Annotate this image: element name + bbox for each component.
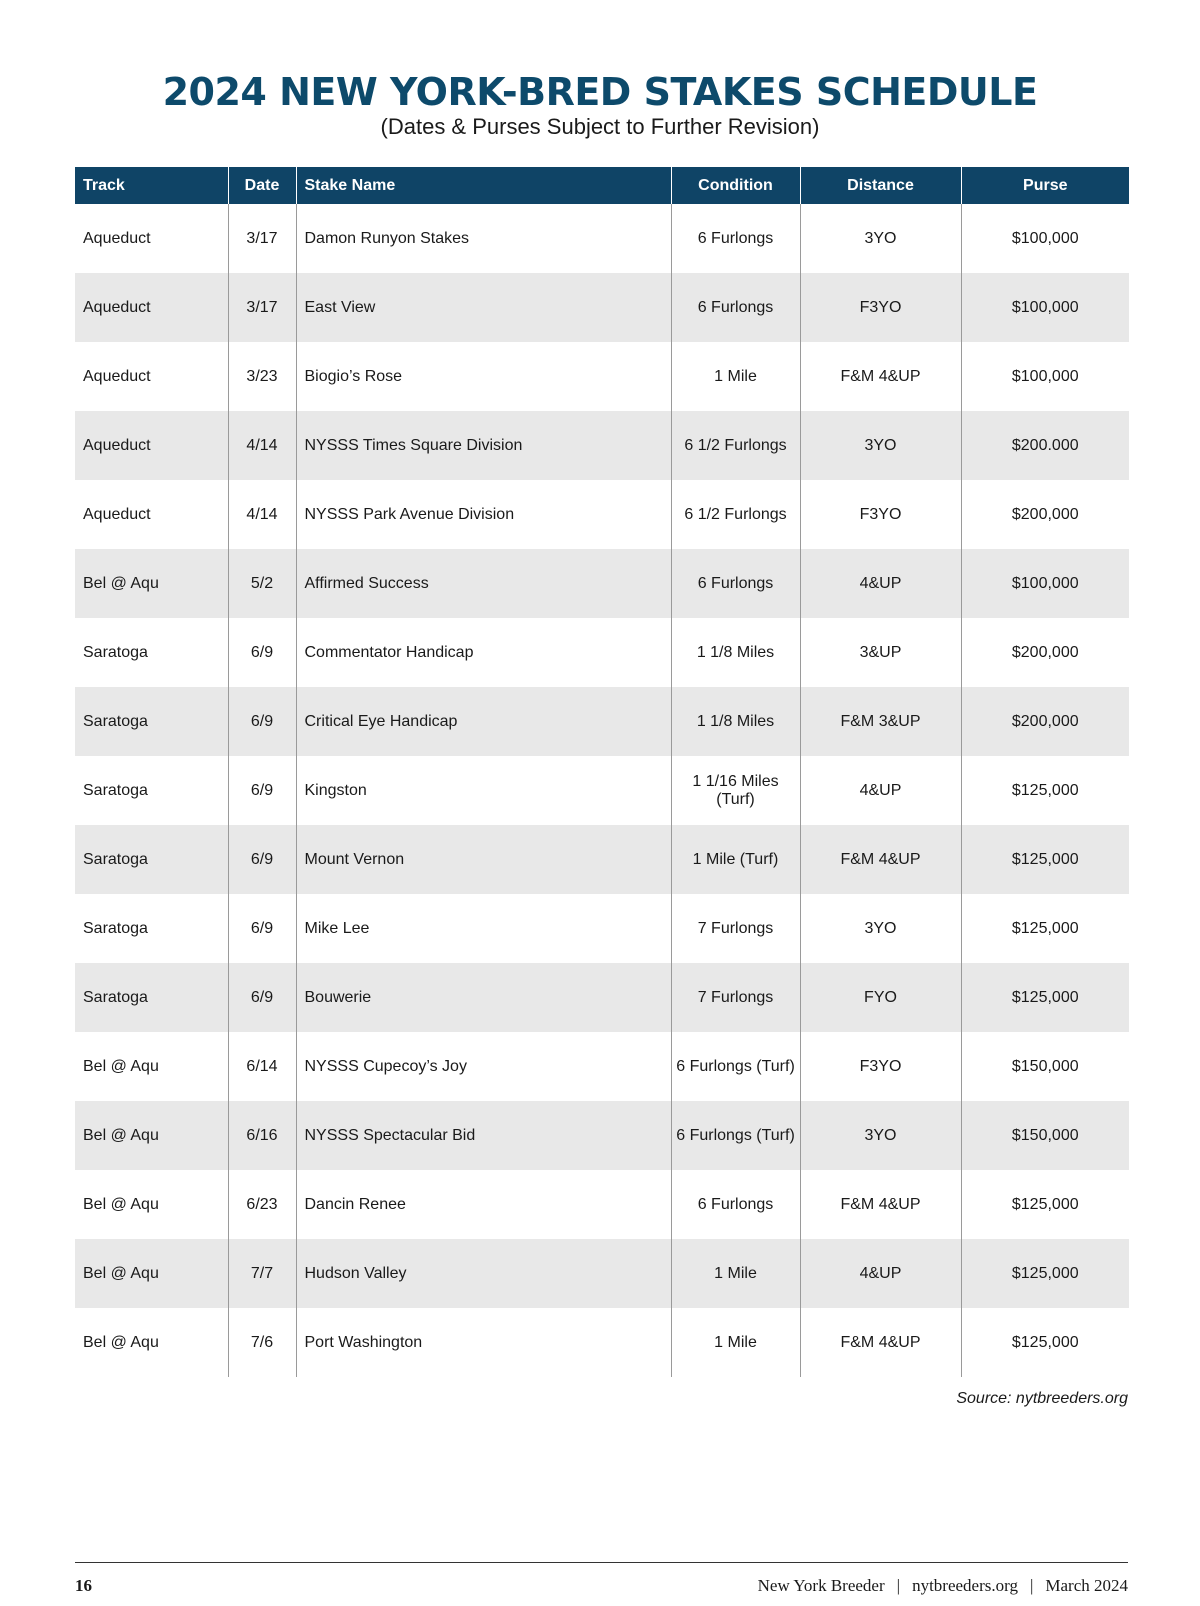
cell-track: Aqueduct bbox=[83, 505, 151, 523]
cell-condition: 1 1/16 Miles (Turf) bbox=[671, 756, 800, 825]
cell-purse: $100,000 bbox=[961, 204, 1129, 273]
cell-condition: 1 Mile bbox=[671, 1239, 800, 1308]
cell-date: 5/2 bbox=[228, 549, 296, 618]
cell-distance: FYO bbox=[800, 963, 961, 1032]
column-header-distance: Distance bbox=[800, 167, 961, 204]
cell-condition: 1 Mile bbox=[671, 342, 800, 411]
cell-date: 3/17 bbox=[228, 273, 296, 342]
cell-purse: $200,000 bbox=[961, 480, 1129, 549]
cell-date: 6/9 bbox=[228, 894, 296, 963]
cell-condition: 6 1/2 Furlongs bbox=[671, 480, 800, 549]
cell-condition: 1 1/8 Miles bbox=[671, 687, 800, 756]
cell-condition: 6 Furlongs bbox=[671, 549, 800, 618]
cell-distance: F&M 4&UP bbox=[800, 1170, 961, 1239]
footer-separator: | bbox=[896, 1576, 901, 1595]
footer-website: nytbreeders.org bbox=[912, 1576, 1018, 1595]
column-header-stake-name: Stake Name bbox=[296, 167, 671, 204]
cell-stake-name: Mount Vernon bbox=[296, 825, 671, 894]
cell-distance: F3YO bbox=[800, 1032, 961, 1101]
cell-purse: $125,000 bbox=[961, 1308, 1129, 1377]
cell-date: 7/6 bbox=[228, 1308, 296, 1377]
footer-info bbox=[758, 1576, 1128, 1596]
cell-track: Bel @ Aqu bbox=[75, 1101, 228, 1170]
cell-purse: $125,000 bbox=[961, 825, 1129, 894]
cell-purse: $100,000 bbox=[961, 273, 1129, 342]
cell-date: 6/9 bbox=[228, 687, 296, 756]
table-row bbox=[75, 1170, 1129, 1239]
cell-track: Aqueduct bbox=[75, 273, 228, 342]
cell-distance: F&M 4&UP bbox=[800, 342, 961, 411]
table-row bbox=[75, 342, 1129, 411]
cell-track: Bel @ Aqu bbox=[83, 1057, 159, 1075]
cell-stake-name: Kingston bbox=[296, 756, 671, 825]
cell-track: Bel @ Aqu bbox=[83, 1195, 159, 1213]
cell-condition: 1 1/8 Miles bbox=[671, 618, 800, 687]
table-row bbox=[75, 1032, 1129, 1101]
cell-purse: $200,000 bbox=[961, 618, 1129, 687]
cell-stake-name: NYSSS Cupecoy’s Joy bbox=[296, 1032, 671, 1101]
cell-condition: 6 Furlongs bbox=[671, 1170, 800, 1239]
cell-distance: 3YO bbox=[800, 411, 961, 480]
cell-date: 6/14 bbox=[228, 1032, 296, 1101]
source-note: Source: nytbreeders.org bbox=[956, 1390, 1128, 1407]
cell-distance: 3YO bbox=[800, 1101, 961, 1170]
cell-purse: $200.000 bbox=[961, 411, 1129, 480]
cell-distance: 3YO bbox=[800, 894, 961, 963]
cell-stake-name: Dancin Renee bbox=[296, 1170, 671, 1239]
cell-date: 4/14 bbox=[228, 480, 296, 549]
cell-condition: 1 Mile (Turf) bbox=[671, 825, 800, 894]
cell-stake-name: Biogio’s Rose bbox=[296, 342, 671, 411]
cell-purse: $125,000 bbox=[961, 963, 1129, 1032]
cell-stake-name: Commentator Handicap bbox=[296, 618, 671, 687]
cell-stake-name: NYSSS Park Avenue Division bbox=[296, 480, 671, 549]
cell-condition: 7 Furlongs bbox=[671, 894, 800, 963]
cell-purse: $125,000 bbox=[961, 1170, 1129, 1239]
cell-purse: $100,000 bbox=[961, 549, 1129, 618]
table-row bbox=[75, 480, 1129, 549]
cell-date: 6/9 bbox=[228, 618, 296, 687]
cell-stake-name: Mike Lee bbox=[296, 894, 671, 963]
cell-track: Bel @ Aqu bbox=[75, 549, 228, 618]
cell-stake-name: Bouwerie bbox=[296, 963, 671, 1032]
cell-condition: 6 1/2 Furlongs bbox=[671, 411, 800, 480]
table-body bbox=[75, 204, 1129, 1377]
cell-distance: 4&UP bbox=[800, 1239, 961, 1308]
column-header-purse: Purse bbox=[961, 167, 1129, 204]
cell-date: 6/9 bbox=[228, 756, 296, 825]
footer-separator: | bbox=[1029, 1576, 1034, 1595]
cell-purse: $125,000 bbox=[961, 756, 1129, 825]
cell-purse: $125,000 bbox=[961, 1239, 1129, 1308]
cell-stake-name: NYSSS Spectacular Bid bbox=[296, 1101, 671, 1170]
cell-stake-name: Affirmed Success bbox=[296, 549, 671, 618]
cell-distance: F&M 3&UP bbox=[800, 687, 961, 756]
cell-date: 4/14 bbox=[228, 411, 296, 480]
cell-condition: 6 Furlongs (Turf) bbox=[671, 1101, 800, 1170]
cell-date: 6/9 bbox=[228, 963, 296, 1032]
cell-distance: F&M 4&UP bbox=[800, 1308, 961, 1377]
footer-divider bbox=[75, 1562, 1128, 1563]
cell-purse: $200,000 bbox=[961, 687, 1129, 756]
table-row bbox=[75, 273, 1129, 342]
cell-stake-name: NYSSS Times Square Division bbox=[296, 411, 671, 480]
table-row bbox=[75, 549, 1129, 618]
cell-distance: 3YO bbox=[800, 204, 961, 273]
cell-distance: F3YO bbox=[800, 273, 961, 342]
cell-track: Saratoga bbox=[75, 963, 228, 1032]
page-number: 16 bbox=[75, 1576, 92, 1595]
cell-distance: F3YO bbox=[800, 480, 961, 549]
table-row bbox=[75, 1239, 1129, 1308]
cell-track: Bel @ Aqu bbox=[75, 1239, 228, 1308]
table-row bbox=[75, 411, 1129, 480]
footer-date: March 2024 bbox=[1045, 1576, 1128, 1595]
footer-publication: New York Breeder bbox=[757, 1576, 885, 1595]
table-row bbox=[75, 204, 1129, 273]
cell-condition: 6 Furlongs (Turf) bbox=[671, 1032, 800, 1101]
stakes-schedule-table bbox=[75, 167, 1129, 1377]
cell-track: Aqueduct bbox=[75, 411, 228, 480]
cell-purse: $100,000 bbox=[961, 342, 1129, 411]
cell-condition: 6 Furlongs bbox=[671, 273, 800, 342]
cell-condition: 6 Furlongs bbox=[671, 204, 800, 273]
table-row bbox=[75, 825, 1129, 894]
cell-date: 3/17 bbox=[228, 204, 296, 273]
cell-condition: 7 Furlongs bbox=[671, 963, 800, 1032]
table-row bbox=[75, 687, 1129, 756]
page-title: 2024 NEW YORK-BRED STAKES SCHEDULE bbox=[162, 70, 1038, 114]
cell-condition: 1 Mile bbox=[671, 1308, 800, 1377]
column-header-date: Date bbox=[228, 167, 296, 204]
cell-purse: $150,000 bbox=[961, 1101, 1129, 1170]
cell-track: Bel @ Aqu bbox=[83, 1333, 159, 1351]
table-row bbox=[75, 618, 1129, 687]
table-row bbox=[75, 963, 1129, 1032]
cell-date: 6/9 bbox=[228, 825, 296, 894]
table-header-row bbox=[75, 167, 1129, 204]
cell-track: Saratoga bbox=[75, 825, 228, 894]
table-row bbox=[75, 756, 1129, 825]
cell-distance: 3&UP bbox=[800, 618, 961, 687]
cell-track: Saratoga bbox=[83, 781, 148, 799]
cell-distance: 4&UP bbox=[800, 756, 961, 825]
column-header-track: Track bbox=[75, 167, 228, 204]
cell-stake-name: Critical Eye Handicap bbox=[296, 687, 671, 756]
cell-track: Aqueduct bbox=[83, 367, 151, 385]
cell-distance: F&M 4&UP bbox=[800, 825, 961, 894]
cell-track: Saratoga bbox=[83, 643, 148, 661]
cell-track: Saratoga bbox=[75, 687, 228, 756]
cell-date: 3/23 bbox=[228, 342, 296, 411]
cell-stake-name: Hudson Valley bbox=[296, 1239, 671, 1308]
table-row bbox=[75, 1101, 1129, 1170]
table-row bbox=[75, 894, 1129, 963]
page-subtitle: (Dates & Purses Subject to Further Revision) bbox=[380, 114, 820, 139]
cell-track: Aqueduct bbox=[83, 229, 151, 247]
cell-track: Saratoga bbox=[83, 919, 148, 937]
cell-purse: $150,000 bbox=[961, 1032, 1129, 1101]
column-header-condition: Condition bbox=[671, 167, 800, 204]
cell-date: 6/16 bbox=[228, 1101, 296, 1170]
cell-stake-name: East View bbox=[296, 273, 671, 342]
cell-date: 6/23 bbox=[228, 1170, 296, 1239]
cell-stake-name: Port Washington bbox=[296, 1308, 671, 1377]
cell-date: 7/7 bbox=[228, 1239, 296, 1308]
cell-purse: $125,000 bbox=[961, 894, 1129, 963]
table-row bbox=[75, 1308, 1129, 1377]
cell-distance: 4&UP bbox=[800, 549, 961, 618]
cell-stake-name: Damon Runyon Stakes bbox=[296, 204, 671, 273]
